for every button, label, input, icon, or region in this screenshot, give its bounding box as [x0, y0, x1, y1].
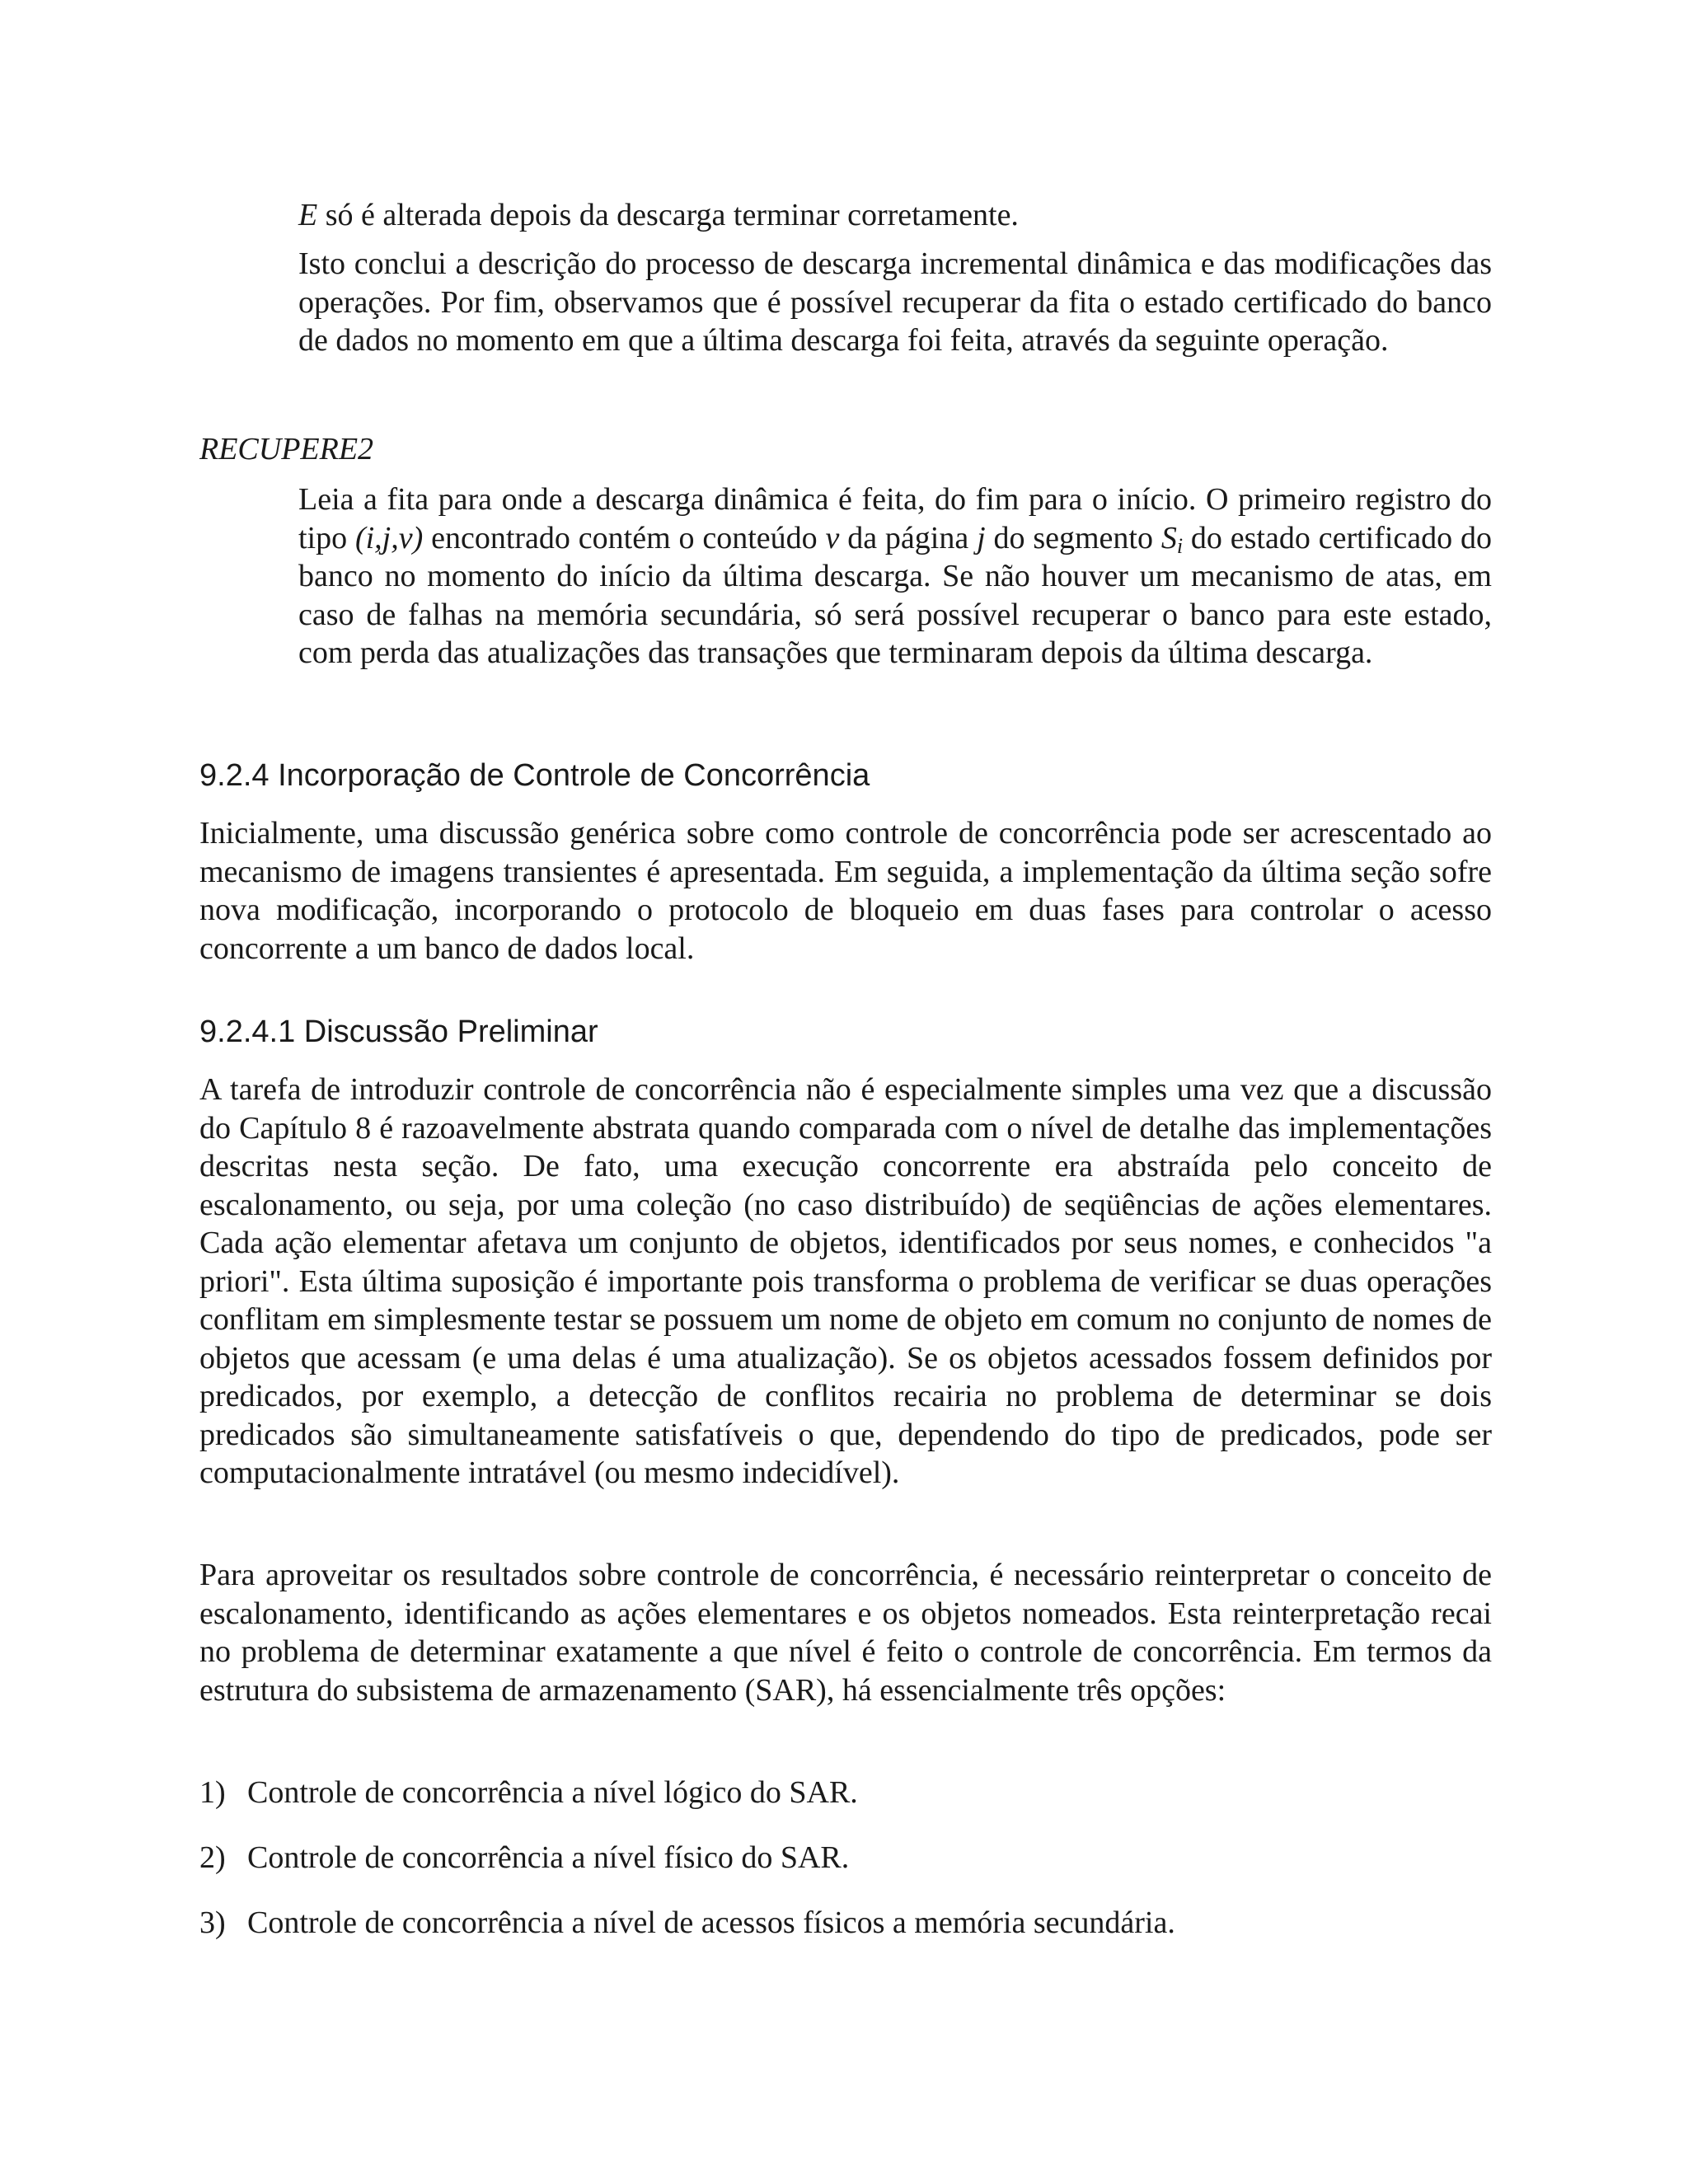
paragraph-9-2-4-1-a: A tarefa de introduzir controle de concorrência não é especialmente simples uma vez que a discussão do Capítulo 8 é razoavelmente abstrata quando comparada com o nível de detalhe das implementações descritas nesta seção. De fato, uma execução concorrente era abstraída pelo conceito de escalonamento, ou seja, por uma coleção (no caso distribuído) de seqüências de ações elementares. Cada ação elementar afetava um conjunto de objetos, identificados por seus nomes, e conhecidos "a priori". Esta última suposição é importante pois transforma o problema de verificar se duas operações conflitam em simplesmente testar se possuem um nome de objeto em comum no conjunto de nomes de objetos que acessam (e uma delas é uma atualização). Se os objetos acessados fossem definidos por predicados, por exemplo, a detecção de conflitos recairia no problema de determinar se dois predicados são simultaneamente satisfatíveis o que, dependendo do tipo de predicados, pode ser computacionalmente intratável (ou mesmo indecidível).	[199, 1072, 1492, 1490]
list-item-1	[199, 1774, 858, 1811]
list-item-3-number: 3)	[199, 1905, 226, 1940]
recupere2-text-2: encontrado contém o conteúdo	[423, 520, 826, 555]
list-item-1-number: 1)	[199, 1775, 226, 1810]
paragraph-conclusion: Isto conclui a descrição do processo de descarga incremental dinâmica e das modificações das operações. Por fim, observamos que é possível recuperar da fita o estado certificado do banco de dados no momento em que a última descarga foi feita, através da seguinte operação.	[298, 246, 1492, 358]
variable-s	[1160, 520, 1184, 558]
tuple-ijv: (i,j,v)	[354, 520, 424, 555]
list-item-2	[199, 1839, 849, 1877]
variable-s-base: S	[1160, 520, 1177, 555]
paragraph-final-line-text: só é alterada depois da descarga terminar corretamente.	[317, 198, 1019, 232]
list-item-2-text: Controle de concorrência a nível físico do SAR.	[247, 1840, 850, 1875]
section-heading-9-2-4: 9.2.4 Incorporação de Controle de Concorrência	[199, 758, 870, 793]
paragraph-recupere2	[298, 480, 1492, 673]
list-item-2-number: 2)	[199, 1840, 226, 1875]
list-item-3	[199, 1904, 1175, 1942]
recupere2-text-3: da página	[839, 520, 978, 555]
paragraph-final-line	[298, 196, 1492, 235]
variable-s-subscript: i	[1176, 533, 1184, 558]
recupere2-text-4: do segmento	[985, 520, 1161, 555]
paragraph-9-2-4-1-b: Para aproveitar os resultados sobre controle de concorrência, é necessário reinterpretar o conceito de escalonamento, identificando as ações elementares e os objetos nomeados. Esta reinterpretação recai no problema de determinar exatamente a que nível é feito o controle de concorrência. Em termos da estrutura do subsistema de armazenamento (SAR), há essencialmente três opções:	[199, 1558, 1492, 1708]
list-item-3-text: Controle de concorrência a nível de acessos físicos a memória secundária.	[247, 1905, 1175, 1940]
variable-e: E	[298, 198, 318, 232]
section-heading-9-2-4-1: 9.2.4.1 Discussão Preliminar	[199, 1015, 598, 1049]
recupere2-label: RECUPERE2	[199, 432, 374, 466]
list-item-1-text: Controle de concorrência a nível lógico do SAR.	[247, 1775, 858, 1810]
recupere2-text-5: do estado certificado do banco no momento do início da última descarga. Se não houver um mecanismo de atas, em caso de falhas na memória secundária, só será possível recuperar o banco para este estado, com perda das atualizações das transações que terminaram depois da última descarga.	[298, 520, 1493, 670]
variable-v: v	[825, 520, 840, 555]
paragraph-9-2-4: Inicialmente, uma discussão genérica sobre como controle de concorrência pode ser acrescentado ao mecanismo de imagens transientes é apresentada. Em seguida, a implementação da última seção sofre nova modificação, incorporando o protocolo de bloqueio em duas fases para controlar o acesso concorrente a um banco de dados local.	[199, 816, 1492, 966]
variable-j: j	[977, 520, 986, 555]
recupere2-text-1: Leia a fita para onde a descarga dinâmica é feita, do fim para o início. O primeiro registro do tipo	[298, 482, 1492, 555]
